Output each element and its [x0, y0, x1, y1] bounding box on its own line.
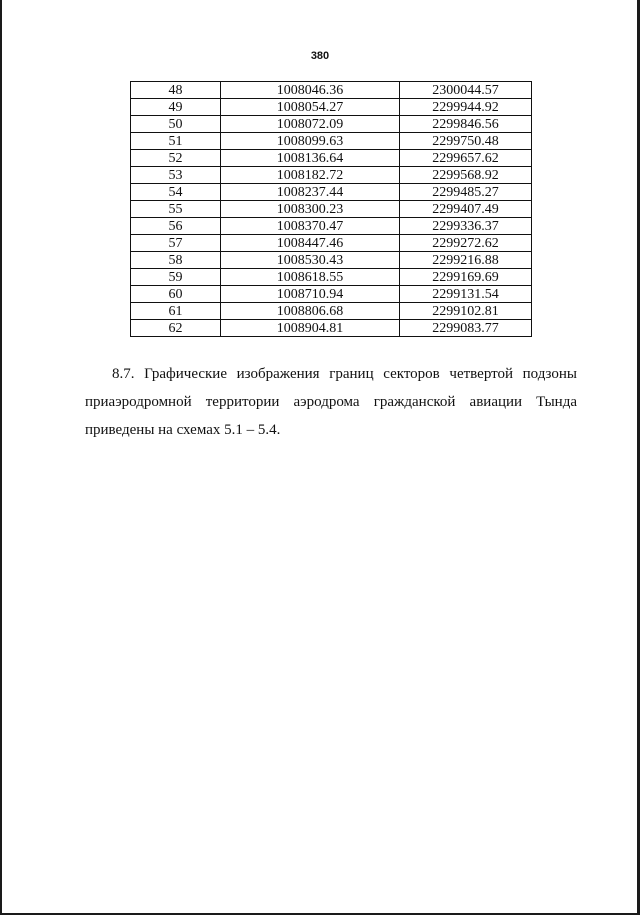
y-coordinate-cell: 2299485.27 — [400, 184, 532, 201]
x-coordinate-cell: 1008710.94 — [221, 286, 400, 303]
y-coordinate-cell: 2299169.69 — [400, 269, 532, 286]
point-number-cell: 53 — [131, 167, 221, 184]
x-coordinate-cell: 1008447.46 — [221, 235, 400, 252]
section-paragraph: 8.7. Графические изображения границ секторов четвертой подзоны приаэродромной территории аэродрома гражданской авиации Тында приведены на схемах 5.1 – 5.4. — [85, 366, 577, 438]
x-coordinate-cell: 1008237.44 — [221, 184, 400, 201]
x-coordinate-cell: 1008054.27 — [221, 99, 400, 116]
point-number-cell: 60 — [131, 286, 221, 303]
point-number-cell: 52 — [131, 150, 221, 167]
table-row — [131, 303, 532, 320]
x-coordinate-cell: 1008072.09 — [221, 116, 400, 133]
point-number-cell: 58 — [131, 252, 221, 269]
point-number-cell: 56 — [131, 218, 221, 235]
coordinates-table-body — [131, 82, 532, 337]
x-coordinate-cell: 1008099.63 — [221, 133, 400, 150]
y-coordinate-cell: 2299272.62 — [400, 235, 532, 252]
point-number-cell: 51 — [131, 133, 221, 150]
x-coordinate-cell: 1008618.55 — [221, 269, 400, 286]
x-coordinate-cell: 1008182.72 — [221, 167, 400, 184]
y-coordinate-cell: 2299407.49 — [400, 201, 532, 218]
table-row — [131, 320, 532, 337]
x-coordinate-cell: 1008136.64 — [221, 150, 400, 167]
x-coordinate-cell: 1008806.68 — [221, 303, 400, 320]
table-row — [131, 116, 532, 133]
point-number-cell: 61 — [131, 303, 221, 320]
point-number-cell: 48 — [131, 82, 221, 99]
y-coordinate-cell: 2299131.54 — [400, 286, 532, 303]
point-number-cell: 50 — [131, 116, 221, 133]
y-coordinate-cell: 2299750.48 — [400, 133, 532, 150]
table-row — [131, 150, 532, 167]
point-number-cell: 49 — [131, 99, 221, 116]
table-row — [131, 167, 532, 184]
x-coordinate-cell: 1008370.47 — [221, 218, 400, 235]
table-row — [131, 252, 532, 269]
point-number-cell: 54 — [131, 184, 221, 201]
table-row — [131, 82, 532, 99]
point-number-cell: 59 — [131, 269, 221, 286]
page-number: 380 — [310, 50, 330, 62]
x-coordinate-cell: 1008530.43 — [221, 252, 400, 269]
coordinates-table — [130, 81, 532, 337]
table-row — [131, 184, 532, 201]
table-row — [131, 99, 532, 116]
y-coordinate-cell: 2299944.92 — [400, 99, 532, 116]
table-row — [131, 201, 532, 218]
x-coordinate-cell: 1008046.36 — [221, 82, 400, 99]
point-number-cell: 55 — [131, 201, 221, 218]
y-coordinate-cell: 2299083.77 — [400, 320, 532, 337]
y-coordinate-cell: 2299568.92 — [400, 167, 532, 184]
table-row — [131, 218, 532, 235]
y-coordinate-cell: 2299216.88 — [400, 252, 532, 269]
y-coordinate-cell: 2299336.37 — [400, 218, 532, 235]
table-row — [131, 133, 532, 150]
y-coordinate-cell: 2299846.56 — [400, 116, 532, 133]
table-row — [131, 269, 532, 286]
y-coordinate-cell: 2300044.57 — [400, 82, 532, 99]
x-coordinate-cell: 1008300.23 — [221, 201, 400, 218]
x-coordinate-cell: 1008904.81 — [221, 320, 400, 337]
y-coordinate-cell: 2299102.81 — [400, 303, 532, 320]
table-row — [131, 286, 532, 303]
point-number-cell: 57 — [131, 235, 221, 252]
y-coordinate-cell: 2299657.62 — [400, 150, 532, 167]
scan-border-left — [0, 0, 2, 915]
table-row — [131, 235, 532, 252]
point-number-cell: 62 — [131, 320, 221, 337]
